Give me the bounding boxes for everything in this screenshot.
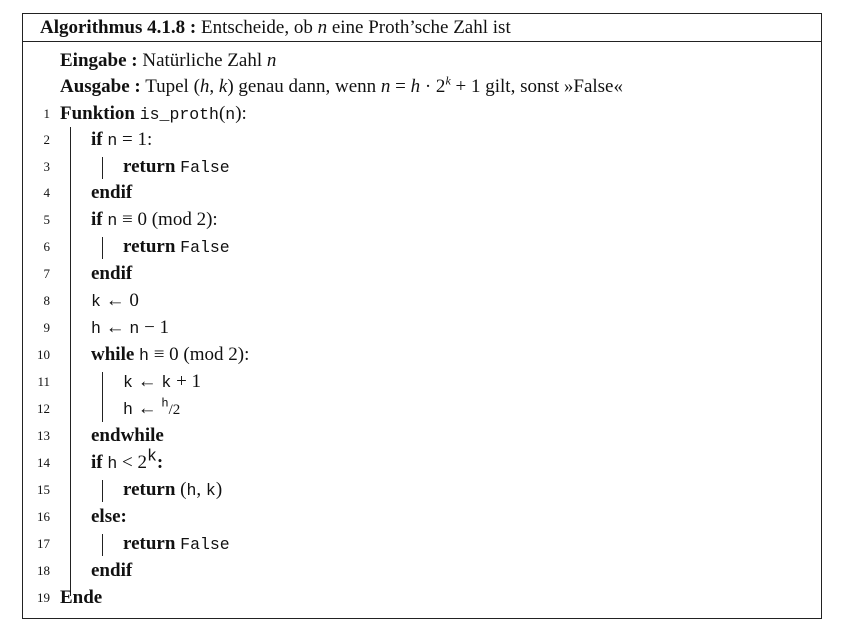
code-line [91,180,132,206]
code-line: Funktion is_proth(n): [60,103,247,124]
line-number: 11 [37,374,50,389]
line-number: 12 [37,401,50,416]
line-number: 8 [43,293,50,308]
code-line [91,558,132,584]
code-line [91,315,169,342]
code-identifier: k [123,373,133,392]
line-number: 6 [43,239,50,254]
code-line [91,288,139,315]
input-label: Eingabe : [60,50,138,71]
line-number: 18 [37,563,50,578]
code-line [123,477,222,504]
code-line [91,261,132,287]
code-text: ( [180,479,187,500]
output-line [60,75,623,99]
code-text [180,479,222,500]
output-label: Ausgabe : [60,76,141,97]
keyword: return [123,156,176,177]
code-text: ← 0 [100,290,139,311]
output-eq-n: n [380,76,391,97]
code-line [123,154,230,181]
keyword: if [91,209,103,230]
keyword: Ende [60,587,103,608]
input-var-n: n [266,50,277,71]
code-text: /2 [168,402,181,418]
line-number: 15 [37,482,50,497]
code-text: : [156,452,164,473]
code-line [123,234,230,261]
keyword: return [123,479,176,500]
code-identifier: h [91,319,101,338]
line-number: 17 [37,536,50,551]
line-number: 7 [43,266,50,281]
keyword: if [91,452,103,473]
code-line [91,127,152,154]
code-text: ← [132,371,162,392]
code-identifier: n [225,105,236,124]
while-block-bar [102,372,103,422]
code-identifier: n [107,131,118,150]
caption-var-n: n [317,17,328,38]
keyword: endif [91,263,133,284]
line-number: 13 [37,428,50,443]
keyword: if [91,129,103,150]
code-identifier: h [186,481,197,500]
output-eq-h: h [410,76,421,97]
code-text: , [196,479,206,500]
output-eq-exp: k [445,73,451,88]
else-block-bar [102,534,103,556]
keyword: while [91,344,135,365]
code-line [123,396,180,423]
code-text: − 1 [139,317,170,338]
code-identifier: n [107,211,118,230]
keyword: endwhile [91,425,164,446]
if-block-bar [102,237,103,259]
line-number: 2 [43,132,50,147]
caption-text-b: eine Proth’sche Zahl ist [327,17,511,38]
line-number: 19 [37,590,50,605]
if-block-bar [102,480,103,502]
keyword: Funktion [60,103,135,124]
code-text: = 1: [117,129,153,150]
code-text: ← [132,398,162,419]
output-comma: , [209,76,219,97]
caption-text-a: Entscheide, ob [200,17,318,38]
keyword: return [123,533,176,554]
keyword: endif [91,182,133,203]
output-text-b: ) genau dann, wenn [227,76,381,97]
line-number: 5 [43,212,50,227]
function-block-bar [70,127,71,596]
output-var-h: h [199,76,210,97]
line-number: 14 [37,455,50,470]
output-text-a: Tupel ( [145,76,200,97]
if-block-bar [102,157,103,179]
code-line [91,207,218,234]
code-text: ≡ 0 (mod 2): [117,209,218,230]
line-number: 3 [43,159,50,174]
code-identifier: h [161,396,169,411]
code-identifier: h [139,346,149,365]
code-line [123,531,230,558]
code-line [91,342,249,369]
code-identifier: k [146,446,157,466]
code-line [91,446,164,477]
code-identifier: is_proth [139,105,219,124]
line-number: 10 [37,347,50,362]
output-eq-eq: = [390,76,411,97]
output-eq-plus1: + 1 [450,76,481,97]
code-identifier: False [180,158,230,177]
line-number: 16 [37,509,50,524]
input-text: Natürliche Zahl [142,50,267,71]
line-number: 4 [43,185,50,200]
algorithm-box [22,13,822,619]
code-line [60,585,102,611]
code-text: + 1 [171,371,202,392]
code-text: ← [100,317,130,338]
code-text: < 2 [117,452,147,473]
line-number: 1 [43,106,50,121]
code-identifier: n [129,319,140,338]
code-line [91,423,164,449]
code-text: ) [215,479,223,500]
code-identifier: False [180,238,230,257]
code-identifier: h [123,400,133,419]
code-identifier: k [161,373,172,392]
input-line [60,49,276,73]
code-identifier: k [91,292,101,311]
code-identifier: False [180,535,230,554]
line-number: 9 [43,320,50,335]
code-identifier: h [107,454,118,473]
output-eq-dot2: · 2 [420,76,446,97]
code-line [123,369,201,396]
code-identifier: k [205,481,216,500]
algorithm-caption [23,14,821,42]
keyword: endif [91,560,133,581]
keyword: return [123,236,176,257]
output-var-k: k [218,76,228,97]
code-text: ≡ 0 (mod 2): [148,344,250,365]
code-line [91,504,127,530]
caption-label: Algorithmus 4.1.8 : [40,17,197,38]
keyword: else: [91,506,127,527]
output-text-c: gilt, sonst »False« [480,76,623,97]
